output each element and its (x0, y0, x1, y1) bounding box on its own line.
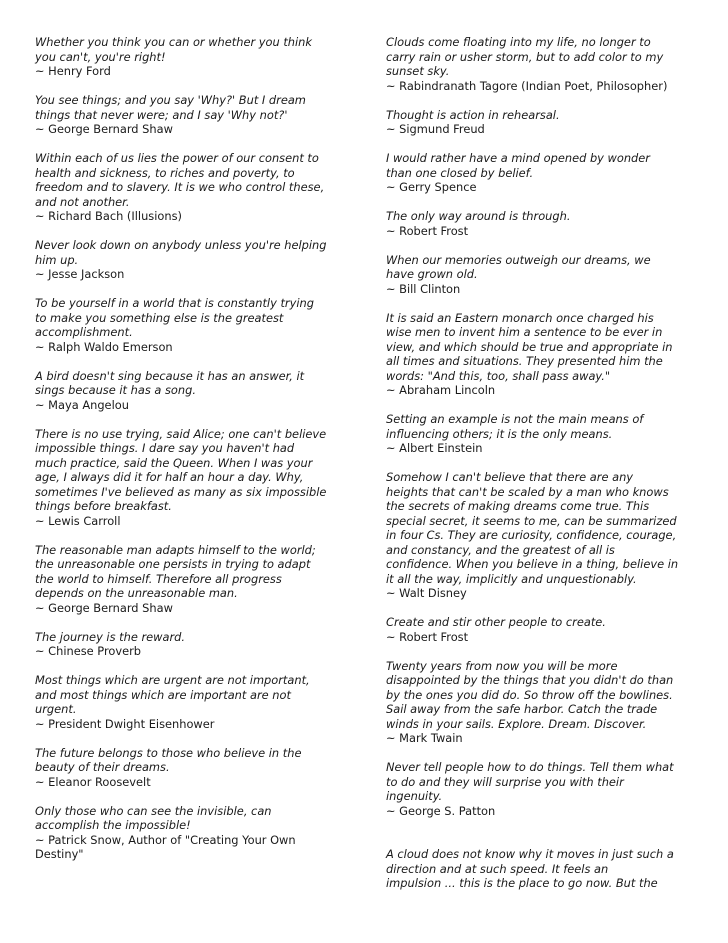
quote-text-line: words: "And this, too, shall pass away." (386, 368, 611, 383)
quote-block (386, 412, 678, 456)
quote-text-line: You see things; and you say 'Why?' But I dream (35, 93, 306, 107)
quote-text-line: and constancy, and the greatest of all is (386, 542, 615, 557)
quote-text-line: disappointed by the things that you didn't do than (386, 673, 674, 687)
quote-text-line: freedom and to slavery. It is we who control these, (35, 180, 325, 194)
quote-block (386, 35, 678, 93)
quote-author: ~ George Bernard Shaw (35, 600, 173, 615)
quote-text-line: There is no use trying, said Alice; one can't believe (35, 426, 327, 441)
quote-block (35, 35, 327, 79)
quote-text-line: Only those who can see the invisible, can (35, 803, 272, 818)
quote-text-line: and most things which are important are not (35, 687, 291, 702)
quote-text-line: beauty of their dreams. (35, 760, 170, 774)
quote-text-line: The journey is the reward. (35, 629, 185, 644)
quote-text-line: Never look down on anybody unless you're helping (35, 238, 327, 252)
quote-author: ~ Abraham Lincoln (386, 383, 496, 397)
quote-block (386, 151, 678, 195)
quote-block (386, 108, 678, 137)
quote-text-line: to make you something else is the greatest (35, 310, 284, 325)
quote-text-line: in four Cs. They are curiosity, confidence, courage, (386, 528, 677, 542)
quote-block (386, 209, 678, 238)
quote-text-line: ingenuity. (386, 789, 443, 803)
quote-author: ~ Albert Einstein (386, 441, 483, 455)
quote-block (386, 311, 678, 398)
quote-text-line: the unreasonable one persists in trying to adapt (35, 557, 311, 571)
quote-author: ~ Rabindranath Tagore (Indian Poet, Philosopher) (386, 78, 668, 93)
quote-text-line: impossible things. I dare say you haven't had (35, 441, 295, 455)
quote-text-line: The future belongs to those who believe in the (35, 745, 302, 760)
quote-text-line: It is said an Eastern monarch once charged his (386, 310, 654, 325)
quote-text-line: confidence. When you believe in a thing, believe in (386, 557, 679, 571)
quote-text-line: sings because it has a song. (35, 383, 196, 397)
quote-text-line: Create and stir other people to create. (386, 615, 606, 629)
quote-author: ~ Patrick Snow, Author of "Creating Your Own (35, 832, 296, 847)
quote-block (386, 615, 678, 644)
quote-author: ~ George S. Patton (386, 803, 496, 818)
quote-text-line: health and sickness, to riches and poverty, to (35, 165, 295, 180)
quote-text-line: The reasonable man adapts himself to the world; (35, 542, 316, 557)
quote-text-line: Setting an example is not the main means of (386, 412, 644, 426)
quote-author: ~ Henry Ford (35, 64, 111, 78)
quote-text-line: A cloud does not know why it moves in just such a (386, 847, 674, 861)
quote-author: ~ Ralph Waldo Emerson (35, 339, 173, 354)
quote-text-line: influencing others; it is the only means. (386, 426, 613, 441)
quote-text-line: Sail away from the safe harbor. Catch the trade (386, 702, 658, 716)
quote-block (35, 673, 327, 731)
quote-text-line: Twenty years from now you will be more (386, 658, 618, 673)
quote-text-line: age, I always did it for half an hour a day. Why, (35, 470, 304, 484)
quote-text-line: depends on the unreasonable man. (35, 586, 238, 600)
quote-author: ~ Sigmund Freud (386, 122, 485, 136)
quote-block (386, 659, 678, 746)
quote-block (35, 543, 327, 616)
quote-text-line: things before breakfast. (35, 499, 172, 513)
quote-author: ~ Mark Twain (386, 731, 463, 745)
quote-text-line: and not another. (35, 194, 130, 209)
quote-text-line: accomplishment. (35, 325, 133, 339)
quote-text-line: the world to himself. Therefore all progress (35, 571, 282, 586)
quote-block (35, 369, 327, 413)
quote-text-line: The only way around is through. (386, 209, 571, 223)
quote-author: ~ Jesse Jackson (35, 267, 125, 281)
quote-text-line: Whether you think you can or whether you think (35, 35, 312, 49)
quote-author: ~ Chinese Proverb (35, 644, 142, 658)
quote-block (35, 93, 327, 137)
quote-text-line: Clouds come floating into my life, no longer to (386, 35, 651, 49)
quote-author: ~ Robert Frost (386, 223, 469, 238)
quote-text-line: him up. (35, 252, 79, 267)
quote-author: ~ Bill Clinton (386, 281, 461, 296)
quote-text-line: have grown old. (386, 267, 478, 281)
quote-text-line: I would rather have a mind opened by wonder (386, 151, 650, 165)
quote-author: ~ Eleanor Roosevelt (35, 774, 151, 789)
left-column (35, 35, 327, 876)
quote-block (35, 804, 327, 862)
quote-author: ~ Robert Frost (386, 629, 469, 644)
quote-text-line: sometimes I've believed as many as six impossible (35, 484, 327, 499)
quote-author: ~ Richard Bach (Illusions) (35, 209, 182, 223)
quote-block (35, 151, 327, 224)
quote-text-line: much practice, said the Queen. When I was your (35, 455, 313, 470)
quote-text-line: by the ones you did do. So throw off the bowlines. (386, 687, 673, 702)
quote-text-line: Within each of us lies the power of our consent to (35, 151, 319, 165)
quote-block (386, 470, 678, 601)
quote-text-line: the secrets of making dreams come true. This (386, 499, 650, 513)
quote-text-line: all times and situations. They presented him the (386, 354, 663, 368)
quote-author: ~ Walt Disney (386, 586, 467, 600)
right-column (386, 35, 678, 905)
quote-text-line: impulsion ... this is the place to go now. But the (386, 876, 658, 890)
quote-block (35, 746, 327, 790)
quote-author: ~ Gerry Spence (386, 180, 477, 194)
quote-block (386, 847, 678, 891)
quote-text-line: special secret, it seems to me, can be summarized (386, 513, 677, 528)
quote-text-line: wise men to invent him a sentence to be ever in (386, 325, 663, 339)
quote-text-line: Most things which are urgent are not important, (35, 673, 310, 687)
quote-text-line: to do and they will surprise you with their (386, 774, 624, 789)
quote-text-line: direction and at such speed. It feels an (386, 861, 609, 876)
quote-text-line: heights that can't be scaled by a man who knows (386, 484, 669, 499)
quote-text-line: urgent. (35, 702, 77, 716)
quote-text-line: sunset sky. (386, 64, 450, 78)
quote-author: ~ President Dwight Eisenhower (35, 716, 215, 731)
quote-text-line: When our memories outweigh our dreams, we (386, 252, 651, 267)
quote-text-line: carry rain or usher storm, but to add color to my (386, 49, 664, 64)
quote-text-line: Thought is action in rehearsal. (386, 107, 560, 122)
quote-block (35, 630, 327, 659)
quote-block (35, 238, 327, 282)
quote-block (35, 296, 327, 354)
quote-block (386, 253, 678, 297)
quote-text-line: winds in your sails. Explore. Dream. Discover. (386, 716, 647, 731)
quote-author: Destiny" (35, 847, 84, 861)
quote-author: ~ George Bernard Shaw (35, 122, 173, 136)
quote-text-line: To be yourself in a world that is constantly trying (35, 296, 314, 310)
quote-block (386, 760, 678, 818)
quote-text-line: things that never were; and I say 'Why not?' (35, 107, 288, 122)
quote-text-line: you can't, you're right! (35, 49, 166, 64)
quote-block (35, 427, 327, 529)
quote-text-line: A bird doesn't sing because it has an answer, it (35, 368, 305, 383)
quote-text-line: than one closed by belief. (386, 165, 534, 180)
quote-author: ~ Maya Angelou (35, 397, 129, 412)
quote-author: ~ Lewis Carroll (35, 513, 121, 528)
quote-text-line: it all the way, implicitly and unquestionably. (386, 571, 637, 586)
quote-text-line: Never tell people how to do things. Tell them what (386, 760, 674, 774)
quote-text-line: view, and which should be true and appropriate in (386, 339, 673, 354)
quote-text-line: accomplish the impossible! (35, 818, 191, 832)
quote-text-line: Somehow I can't believe that there are any (386, 470, 634, 484)
